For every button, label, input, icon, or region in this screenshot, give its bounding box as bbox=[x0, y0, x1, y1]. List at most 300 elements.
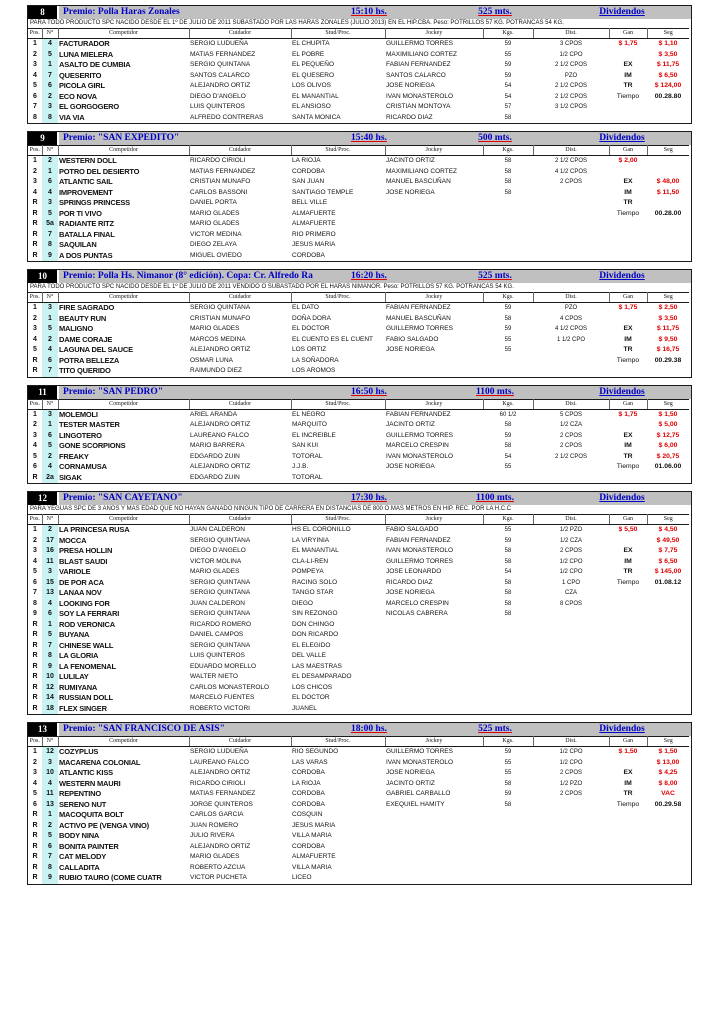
dividends-header: Dividendos bbox=[599, 386, 645, 397]
weight-cell-value: 54 bbox=[504, 93, 512, 100]
place-dividend-cell bbox=[647, 71, 689, 82]
horse-number-cell-value: 13 bbox=[46, 800, 54, 808]
position-cell bbox=[28, 779, 42, 790]
margin-cell bbox=[533, 800, 609, 811]
position-cell-value: 2 bbox=[33, 167, 37, 175]
stud-cell-value: LA VIRYINIA bbox=[292, 536, 330, 544]
trainer-cell-value: MARCOS MEDINA bbox=[190, 335, 246, 343]
horse-number-cell bbox=[42, 609, 58, 620]
position-cell-value: R bbox=[32, 811, 38, 818]
margin-cell-value: 1/2 CPO bbox=[559, 51, 583, 58]
stud-cell bbox=[291, 303, 385, 314]
stud-cell-value: ALMAFUERTE bbox=[292, 209, 336, 217]
column-header-8: Gan bbox=[609, 29, 647, 39]
margin-cell-value: 1/2 CZA bbox=[559, 537, 582, 544]
weight-cell bbox=[483, 662, 533, 673]
horse-number-cell-value: 1 bbox=[48, 811, 52, 818]
place-dividend-cell bbox=[647, 557, 689, 568]
column-header-2: Competidor bbox=[58, 293, 189, 303]
win-dividend-cell bbox=[609, 557, 647, 568]
place-dividend-cell bbox=[647, 863, 689, 874]
trainer-cell bbox=[189, 525, 291, 536]
column-header-2: Competidor bbox=[58, 146, 189, 156]
horse-name-cell bbox=[58, 620, 189, 631]
stud-cell bbox=[291, 588, 385, 599]
win-dividend-cell-value: TR bbox=[623, 346, 633, 353]
margin-cell-value: 2 1/2 CPOS bbox=[554, 93, 587, 100]
horse-number-cell-value: 9 bbox=[48, 251, 52, 259]
horse-number-cell bbox=[42, 92, 58, 103]
horse-name-cell-value: BATALLA FINAL bbox=[59, 229, 115, 239]
margin-cell-value: 1/2 CPO bbox=[559, 759, 583, 766]
trainer-cell-value: ALEJANDRO ORTIZ bbox=[190, 463, 251, 470]
win-dividend-cell bbox=[609, 641, 647, 652]
horse-name-cell bbox=[58, 821, 189, 832]
trainer-cell bbox=[189, 758, 291, 769]
position-cell bbox=[28, 842, 42, 853]
margin-cell bbox=[533, 81, 609, 92]
trainer-cell bbox=[189, 779, 291, 790]
position-cell-value: 4 bbox=[33, 442, 37, 449]
trainer-cell bbox=[189, 557, 291, 568]
position-cell-value: 3 bbox=[33, 61, 37, 68]
place-dividend-cell bbox=[647, 409, 689, 420]
table-row bbox=[28, 251, 689, 262]
trainer-cell-value: CRISTIAN MUNAFO bbox=[190, 314, 251, 322]
trainer-cell-value: OSMAR LUNA bbox=[190, 356, 233, 364]
win-dividend-cell-value: Tiempo bbox=[616, 209, 640, 217]
trainer-cell bbox=[189, 630, 291, 641]
position-cell-value: 3 bbox=[33, 431, 37, 439]
margin-cell-value: 4 1/2 CPOS bbox=[554, 326, 587, 332]
table-row bbox=[28, 578, 689, 589]
race-conditions: PARA YEGUAS SPC DE 3 AÑOS Y MAS EDAD QUE NO HAYAN GANADO NINGUN TIPO DE CARRERA EN DISTANCIAS DE 800 O MAS METROS EN HIP. REC. POR LA H.C.C bbox=[30, 506, 512, 512]
win-dividend-cell-value: $ 1,75 bbox=[618, 410, 638, 418]
table-row bbox=[28, 60, 689, 71]
jockey-cell-value: EXEQUIEL HAMITY bbox=[386, 800, 445, 808]
stud-cell bbox=[291, 39, 385, 50]
horse-name-cell-value: IMPROVEMENT bbox=[59, 187, 113, 197]
jockey-cell-value: JACINTO ORTIZ bbox=[386, 157, 435, 164]
horse-number-cell bbox=[42, 842, 58, 853]
trainer-cell-value: MIGUEL OVIEDO bbox=[190, 251, 242, 259]
horse-number-cell bbox=[42, 441, 58, 452]
trainer-cell-value: EDUARDO MORELLO bbox=[190, 662, 257, 670]
weight-cell bbox=[483, 167, 533, 178]
stud-cell bbox=[291, 219, 385, 230]
place-dividend-cell bbox=[647, 810, 689, 821]
win-dividend-cell bbox=[609, 209, 647, 220]
jockey-cell bbox=[385, 198, 483, 209]
horse-name-cell bbox=[58, 209, 189, 220]
horse-name-cell-value: ECO NOVA bbox=[59, 91, 97, 101]
position-cell bbox=[28, 768, 42, 779]
weight-cell bbox=[483, 356, 533, 367]
weight-cell bbox=[483, 546, 533, 557]
margin-cell-value: 2 CPOS bbox=[559, 443, 582, 449]
place-dividend-cell bbox=[647, 335, 689, 346]
weight-cell bbox=[483, 789, 533, 800]
position-cell-value: R bbox=[32, 641, 38, 649]
horse-name-cell bbox=[58, 441, 189, 452]
race-block-10 bbox=[27, 269, 692, 378]
trainer-cell bbox=[189, 452, 291, 463]
stud-cell-value: SAN JUAN bbox=[292, 178, 325, 185]
weight-cell bbox=[483, 747, 533, 758]
stud-cell-value: DON CHINGO bbox=[292, 620, 335, 628]
column-header-7: Dist. bbox=[533, 515, 609, 525]
win-dividend-cell-value: TR bbox=[623, 790, 633, 797]
trainer-cell bbox=[189, 821, 291, 832]
place-dividend-cell bbox=[647, 599, 689, 610]
place-dividend-cell bbox=[647, 156, 689, 167]
horse-name-cell bbox=[58, 747, 189, 758]
position-cell-value: 3 bbox=[33, 769, 37, 776]
horse-name-cell bbox=[58, 863, 189, 874]
place-dividend-cell-value: $ 2,50 bbox=[658, 304, 678, 311]
table-row bbox=[28, 71, 689, 82]
place-dividend-cell bbox=[647, 60, 689, 71]
stud-cell-value: TOTORAL bbox=[292, 452, 323, 460]
horse-name-cell bbox=[58, 324, 189, 335]
weight-cell-value: 58 bbox=[504, 422, 512, 428]
horse-name-cell bbox=[58, 345, 189, 356]
position-cell-value: 9 bbox=[33, 610, 37, 617]
weight-cell bbox=[483, 863, 533, 874]
stud-cell-value: EL DOCTOR bbox=[292, 325, 330, 332]
horse-number-cell-value: 9 bbox=[48, 874, 52, 881]
trainer-cell-value: JUAN ROMERO bbox=[190, 821, 239, 829]
win-dividend-cell bbox=[609, 50, 647, 61]
place-dividend-cell-value: $ 11,50 bbox=[656, 188, 680, 196]
column-header-4: Stud/Proc. bbox=[291, 293, 385, 303]
dividends-header: Dividendos bbox=[599, 493, 645, 503]
position-cell bbox=[28, 641, 42, 652]
margin-cell bbox=[533, 789, 609, 800]
win-dividend-cell bbox=[609, 230, 647, 241]
trainer-cell bbox=[189, 800, 291, 811]
position-cell bbox=[28, 230, 42, 241]
horse-name-cell-value: LUNA MIELERA bbox=[59, 49, 113, 59]
position-cell-value: R bbox=[32, 863, 38, 871]
horse-name-cell bbox=[58, 198, 189, 209]
weight-cell bbox=[483, 852, 533, 863]
win-dividend-cell-value: $ 5,50 bbox=[618, 526, 638, 533]
stud-cell bbox=[291, 662, 385, 673]
horse-number-cell-value: 1 bbox=[48, 314, 52, 322]
position-cell bbox=[28, 81, 42, 92]
race-title: Premio: Polla Hs. Nimanor (8° edición). Copa: Cr. Alfredo Ra bbox=[63, 271, 313, 281]
trainer-cell-value: RAIMUNDO DIEZ bbox=[190, 367, 242, 374]
position-cell bbox=[28, 420, 42, 431]
weight-cell bbox=[483, 71, 533, 82]
margin-cell-value: 1/2 CZA bbox=[559, 422, 582, 428]
horse-number-cell bbox=[42, 536, 58, 547]
weight-cell bbox=[483, 567, 533, 578]
weight-cell-value: 55 bbox=[504, 527, 512, 533]
horse-name-cell-value: EL GORGOGERO bbox=[59, 102, 119, 111]
win-dividend-cell bbox=[609, 672, 647, 683]
weight-cell bbox=[483, 92, 533, 103]
horse-name-cell-value: TITO QUERIDO bbox=[59, 366, 111, 375]
margin-cell bbox=[533, 747, 609, 758]
horse-name-cell-value: DE POR ACA bbox=[59, 577, 104, 587]
stud-cell-value: LA RIOJA bbox=[292, 779, 321, 787]
jockey-cell bbox=[385, 525, 483, 536]
column-header-4: Stud/Proc. bbox=[291, 29, 385, 39]
weight-cell-value: 59 bbox=[504, 41, 512, 47]
stud-cell bbox=[291, 599, 385, 610]
dividends-header: Dividendos bbox=[599, 724, 645, 734]
horse-number-cell bbox=[42, 831, 58, 842]
trainer-cell bbox=[189, 810, 291, 821]
win-dividend-cell bbox=[609, 462, 647, 473]
trainer-cell bbox=[189, 578, 291, 589]
weight-cell bbox=[483, 314, 533, 325]
stud-cell-value: CORDOBA bbox=[292, 800, 325, 808]
weight-cell bbox=[483, 188, 533, 199]
jockey-cell bbox=[385, 842, 483, 853]
horse-name-cell bbox=[58, 672, 189, 683]
position-cell bbox=[28, 525, 42, 536]
weight-cell-value: 54 bbox=[504, 453, 512, 460]
stud-cell bbox=[291, 557, 385, 568]
margin-cell bbox=[533, 779, 609, 790]
horse-name-cell bbox=[58, 230, 189, 241]
table-row bbox=[28, 356, 689, 367]
position-cell bbox=[28, 588, 42, 599]
win-dividend-cell bbox=[609, 630, 647, 641]
stud-cell bbox=[291, 156, 385, 167]
position-cell-value: R bbox=[32, 853, 38, 860]
horse-number-cell bbox=[42, 800, 58, 811]
jockey-cell bbox=[385, 630, 483, 641]
column-header-8: Gan bbox=[609, 293, 647, 303]
margin-cell bbox=[533, 240, 609, 251]
margin-cell bbox=[533, 630, 609, 641]
weight-cell bbox=[483, 324, 533, 335]
position-cell bbox=[28, 800, 42, 811]
weight-cell bbox=[483, 113, 533, 124]
trainer-cell-value: EDGARDO ZUIN bbox=[190, 452, 240, 460]
jockey-cell bbox=[385, 852, 483, 863]
horse-number-cell-value: 4 bbox=[48, 463, 52, 470]
win-dividend-cell bbox=[609, 102, 647, 113]
horse-number-cell bbox=[42, 704, 58, 715]
trainer-cell bbox=[189, 188, 291, 199]
win-dividend-cell bbox=[609, 662, 647, 673]
jockey-cell bbox=[385, 92, 483, 103]
trainer-cell bbox=[189, 335, 291, 346]
position-cell-value: 5 bbox=[33, 790, 37, 797]
weight-cell bbox=[483, 335, 533, 346]
jockey-cell bbox=[385, 662, 483, 673]
horse-name-cell-value: WESTERN DOLL bbox=[59, 156, 117, 165]
column-header-row bbox=[28, 399, 689, 409]
margin-cell bbox=[533, 821, 609, 832]
column-header-row bbox=[28, 146, 689, 156]
place-dividend-cell bbox=[647, 92, 689, 103]
margin-cell bbox=[533, 92, 609, 103]
horse-number-cell bbox=[42, 303, 58, 314]
place-dividend-cell bbox=[647, 842, 689, 853]
weight-cell-value: 58 bbox=[504, 780, 512, 787]
jockey-cell-value: IVAN MONASTEROLO bbox=[386, 452, 454, 460]
stud-cell-value: CORDOBA bbox=[292, 167, 325, 175]
table-row bbox=[28, 473, 689, 484]
jockey-cell bbox=[385, 800, 483, 811]
place-dividend-cell bbox=[647, 356, 689, 367]
column-header-9: Seg bbox=[647, 29, 689, 39]
horse-name-cell bbox=[58, 39, 189, 50]
stud-cell bbox=[291, 693, 385, 704]
horse-name-cell bbox=[58, 651, 189, 662]
horse-name-cell bbox=[58, 219, 189, 230]
stud-cell bbox=[291, 672, 385, 683]
position-cell-value: 2 bbox=[33, 314, 37, 322]
trainer-cell-value: DIEGO D'ANGELO bbox=[190, 547, 246, 554]
margin-cell bbox=[533, 567, 609, 578]
place-dividend-cell bbox=[647, 758, 689, 769]
horse-name-cell bbox=[58, 473, 189, 484]
win-dividend-cell bbox=[609, 831, 647, 842]
horse-number-cell bbox=[42, 209, 58, 220]
column-header-1: N° bbox=[42, 737, 58, 747]
table-row bbox=[28, 609, 689, 620]
stud-cell-value: RIO PRIMERO bbox=[292, 230, 336, 238]
table-row bbox=[28, 693, 689, 704]
horse-number-cell bbox=[42, 768, 58, 779]
horse-name-cell-value: FIRE SAGRADO bbox=[59, 303, 115, 312]
jockey-cell bbox=[385, 672, 483, 683]
horse-name-cell-value: FREAKY bbox=[59, 451, 89, 461]
weight-cell-value: 55 bbox=[504, 464, 512, 470]
race-list bbox=[27, 5, 723, 885]
horse-name-cell-value: GONE SCORPIONS bbox=[59, 441, 126, 450]
horse-number-cell bbox=[42, 863, 58, 874]
stud-cell bbox=[291, 863, 385, 874]
horse-number-cell-value: 5 bbox=[48, 832, 52, 839]
jockey-cell-value: JACINTO ORTIZ bbox=[386, 421, 435, 428]
margin-cell bbox=[533, 462, 609, 473]
horse-name-cell-value: QUESERITO bbox=[59, 70, 102, 80]
weight-cell bbox=[483, 672, 533, 683]
table-row bbox=[28, 156, 689, 167]
trainer-cell bbox=[189, 789, 291, 800]
position-cell bbox=[28, 431, 42, 442]
column-header-3: Cuidador bbox=[189, 29, 291, 39]
race-title: Premio: "SAN CAYETANO" bbox=[63, 493, 183, 503]
race-title-bar bbox=[28, 6, 691, 19]
win-dividend-cell bbox=[609, 251, 647, 262]
horse-number-cell bbox=[42, 683, 58, 694]
trainer-cell bbox=[189, 473, 291, 484]
stud-cell-value: EL CUENTO ES EL CUENT bbox=[292, 335, 374, 343]
margin-cell bbox=[533, 420, 609, 431]
stud-cell-value: TOTORAL bbox=[292, 473, 323, 481]
position-cell-value: R bbox=[32, 209, 38, 217]
stud-cell-value: SAN KUI bbox=[292, 442, 319, 449]
jockey-cell-value: GABRIEL CARBALLO bbox=[386, 790, 451, 797]
dividends-header: Dividendos bbox=[599, 271, 645, 281]
stud-cell bbox=[291, 81, 385, 92]
horse-name-cell-value: LA GLORIA bbox=[59, 651, 99, 660]
win-dividend-cell bbox=[609, 452, 647, 463]
jockey-cell bbox=[385, 473, 483, 484]
jockey-cell bbox=[385, 863, 483, 874]
win-dividend-cell bbox=[609, 420, 647, 431]
horse-number-cell bbox=[42, 420, 58, 431]
stud-cell-value: LOS CHICOS bbox=[292, 683, 333, 691]
table-row bbox=[28, 39, 689, 50]
jockey-cell-value: RICARDO DIAZ bbox=[386, 113, 433, 121]
position-cell bbox=[28, 578, 42, 589]
weight-cell bbox=[483, 177, 533, 188]
win-dividend-cell-value: Tiempo bbox=[616, 800, 640, 808]
trainer-cell bbox=[189, 409, 291, 420]
win-dividend-cell-value: TR bbox=[623, 82, 633, 89]
horse-number-cell bbox=[42, 50, 58, 61]
race-title-bar bbox=[28, 386, 691, 399]
win-dividend-cell bbox=[609, 800, 647, 811]
jockey-cell bbox=[385, 356, 483, 367]
jockey-cell bbox=[385, 873, 483, 884]
stud-cell-value: EL INCREIBLE bbox=[292, 431, 336, 439]
horse-number-cell-value: 7 bbox=[48, 230, 52, 238]
place-dividend-cell-value: $ 3,50 bbox=[658, 50, 678, 58]
position-cell bbox=[28, 672, 42, 683]
place-dividend-cell bbox=[647, 420, 689, 431]
horse-name-cell bbox=[58, 240, 189, 251]
trainer-cell-value: JUAN CALDERON bbox=[190, 526, 245, 533]
position-cell-value: 1 bbox=[33, 157, 37, 164]
place-dividend-cell-value: VAC bbox=[661, 790, 675, 797]
trainer-cell bbox=[189, 609, 291, 620]
position-cell bbox=[28, 546, 42, 557]
weight-cell bbox=[483, 821, 533, 832]
win-dividend-cell bbox=[609, 546, 647, 557]
horse-number-cell bbox=[42, 314, 58, 325]
margin-cell bbox=[533, 525, 609, 536]
weight-cell-value: 58 bbox=[504, 558, 512, 565]
table-row bbox=[28, 683, 689, 694]
horse-number-cell-value: 17 bbox=[46, 536, 54, 544]
win-dividend-cell bbox=[609, 842, 647, 853]
jockey-cell-value: CRISTIAN MONTOYA bbox=[386, 103, 451, 110]
place-dividend-cell bbox=[647, 240, 689, 251]
place-dividend-cell bbox=[647, 50, 689, 61]
trainer-cell-value: DANIEL CAMPOS bbox=[190, 631, 244, 638]
weight-cell bbox=[483, 219, 533, 230]
place-dividend-cell-value: $ 8,00 bbox=[658, 779, 678, 787]
position-cell-value: R bbox=[32, 230, 38, 238]
place-dividend-cell bbox=[647, 578, 689, 589]
position-cell-value: 8 bbox=[33, 113, 37, 121]
place-dividend-cell-value: $ 124,00 bbox=[654, 82, 682, 89]
horse-name-cell-value: CALLADITA bbox=[59, 862, 100, 872]
position-cell bbox=[28, 188, 42, 199]
horse-number-cell-value: 1 bbox=[48, 167, 52, 175]
trainer-cell-value: LAUREANO FALCO bbox=[190, 758, 249, 766]
jockey-cell-value: JOSE NORIEGA bbox=[386, 463, 435, 470]
win-dividend-cell-value: IM bbox=[624, 442, 632, 449]
horse-name-cell bbox=[58, 758, 189, 769]
race-number-box: 13 bbox=[28, 723, 59, 736]
column-header-7: Dist. bbox=[533, 399, 609, 409]
column-header-7: Dist. bbox=[533, 146, 609, 156]
position-cell bbox=[28, 409, 42, 420]
win-dividend-cell-value: TR bbox=[623, 568, 633, 575]
